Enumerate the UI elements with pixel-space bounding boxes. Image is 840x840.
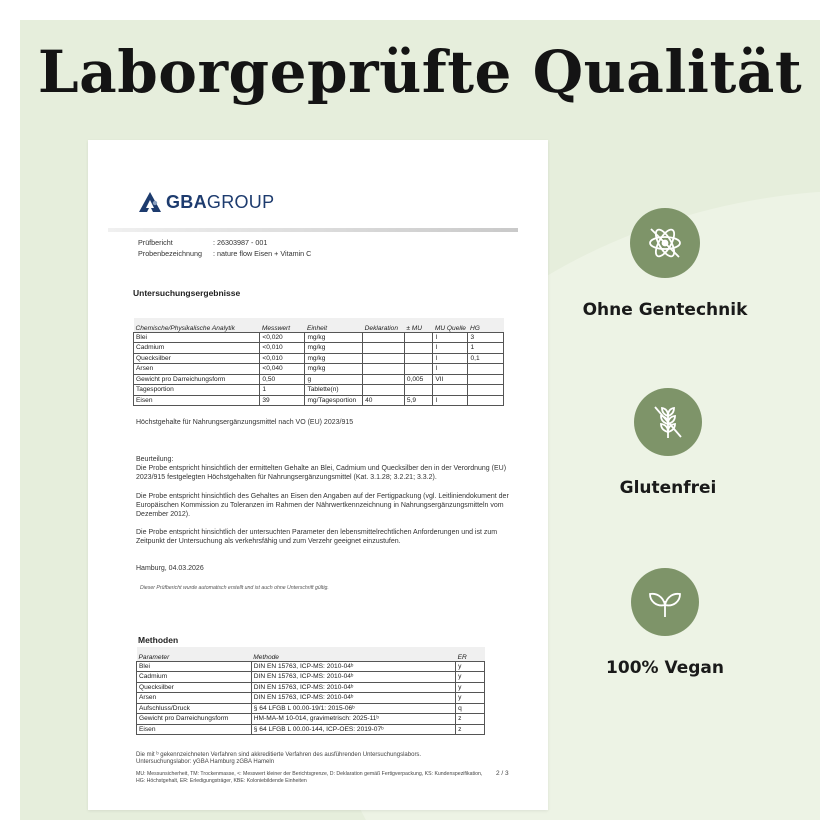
feature-no-gmo [555,208,775,320]
assessment-paragraph: Die Probe entspricht hinsichtlich des Gehaltes an Eisen den Angaben auf der Fertigpackung (vgl. Leitliniendokument der Europäischen Kommission zu Toleranzen im Rahmen der Nährwertkennzeichnung in Nahrungsergänzungsmitteln vom Dezember 2012). [136,493,509,518]
table-cell: Tablette(n) [305,385,363,396]
feature-vegan [555,568,775,678]
feature-label: Glutenfrei [619,478,717,498]
results-title: Untersuchungsergebnisse [133,288,241,298]
table-cell: 0,1 [468,353,504,364]
logo-gba-text: GBA [166,191,207,212]
report-number: Prüfbericht : 26303987 - 001 [138,238,268,247]
table-cell: I [433,395,468,406]
table-cell: mg/kg [305,353,363,364]
table-row [137,661,485,672]
table-cell [404,353,433,364]
table-cell: Arsen [137,693,252,704]
table-cell: <0,010 [260,353,305,364]
table-cell [363,374,405,385]
table-row [134,364,504,375]
table-cell: <0,040 [260,364,305,375]
table-row [134,374,504,385]
feature-gluten-free [558,388,778,498]
page-number: 2 / 3 [496,770,509,777]
no-gmo-icon [630,208,700,278]
table-cell: § 64 LFGB L 00.00-144, ICP-OES: 2019-07ᵇ [251,724,455,735]
table-cell: q [456,703,485,714]
feature-label: 100% Vegan [606,658,724,678]
table-cell: z [456,714,485,725]
table-cell [433,385,468,396]
table-cell: y [456,672,485,683]
table-row [137,703,485,714]
table-cell [363,343,405,354]
table-cell: Blei [134,332,260,343]
table-cell [404,343,433,354]
footnote-accredited: Die mit ᵇ gekennzeichneten Verfahren sind akkreditierte Verfahren des ausführenden Untersuchungslabors. [136,752,422,758]
table-cell: Gewicht pro Darreichungsform [134,374,260,385]
table-cell: z [456,724,485,735]
table-cell: Cadmium [137,672,252,683]
assessment-paragraph: Die Probe entspricht hinsichtlich der untersuchten Parameter den lebensmittelrechtlichen Anforderungen und ist zum Zeitpunkt der Untersuchung als verkehrsfähig und zum Verzehr geeignet einzustufen. [136,529,498,545]
table-row [137,693,485,704]
table-cell: y [456,693,485,704]
table-cell: Arsen [134,364,260,375]
table-cell: mg/kg [305,364,363,375]
no-gluten-icon [634,388,702,456]
table-cell: I [433,353,468,364]
logo-group-text: GROUP [206,191,275,212]
gba-logo-icon [138,191,162,213]
table-cell [468,364,504,375]
vegan-leaf-icon [631,568,699,636]
sample-name: Probenbezeichnung : nature flow Eisen + Vitamin C [138,249,312,258]
table-cell: mg/kg [305,343,363,354]
gba-group-logo [138,190,274,214]
methods-title: Methoden [138,635,179,645]
column-header: Deklaration [363,318,405,332]
table-cell: I [433,364,468,375]
table-cell: Cadmium [134,343,260,354]
column-header: Methode [251,647,455,661]
table-cell: <0,020 [260,332,305,343]
column-header: Parameter [137,647,252,661]
table-cell [404,332,433,343]
table-cell: mg/Tagesportion [305,395,363,406]
feature-label: Ohne Gentechnik [582,300,748,320]
assessment-paragraph: Die Probe entspricht hinsichtlich der ermittelten Gehalte an Blei, Cadmium und Quecksilber den in der Verordnung (EU) 2023/915 festgelegten Höchstgehalten für Nahrungsergänzungsmittel (Kat. 3.1.28; 3.2.21; 3.3.2). [136,465,507,481]
table-cell: 1 [468,343,504,354]
table-row [134,332,504,343]
table-cell: 0,50 [260,374,305,385]
table-cell: Tagesportion [134,385,260,396]
column-header: MU Quelle [433,318,468,332]
table-cell: g [305,374,363,385]
table-row [137,682,485,693]
table-cell [363,353,405,364]
table-cell [363,385,405,396]
table-cell [363,364,405,375]
table-cell: Aufschluss/Druck [137,703,252,714]
table-cell: y [456,682,485,693]
table-cell [363,332,405,343]
table-cell: Gewicht pro Darreichungsform [137,714,252,725]
table-row [134,353,504,364]
table-row [137,672,485,683]
table-cell: y [456,661,485,672]
footnote-abbreviations: MU: Messunsicherheit, TM: Trockenmasse, <: Messwert kleiner der Berichtsgrenze, D: Deklaration gemäß Fertigverpackung, KS: Kundenspezifikation, HG: Höchstgehalt, ER: Erledigungsträger, KBE: Koloniebildende Einheiten [136,771,483,784]
lab-report-document [88,140,548,810]
column-header: HG [468,318,504,332]
table-cell: DIN EN 15763, ICP-MS: 2010-04ᵇ [251,682,455,693]
place-date: Hamburg, 04.03.2026 [136,565,204,572]
column-header: Messwert [260,318,305,332]
table-cell: I [433,343,468,354]
table-cell: VII [433,374,468,385]
table-cell: Eisen [134,395,260,406]
table-cell: mg/kg [305,332,363,343]
table-cell [404,364,433,375]
table-cell [404,385,433,396]
table-cell: Quecksilber [134,353,260,364]
table-cell: 39 [260,395,305,406]
table-row [134,385,504,396]
column-header: ± MU [404,318,433,332]
table-cell: DIN EN 15763, ICP-MS: 2010-04ᵇ [251,672,455,683]
results-table [133,318,504,406]
table-cell: 3 [468,332,504,343]
table-row [134,395,504,406]
max-levels-note: Höchstgehalte für Nahrungsergänzungsmittel nach VO (EU) 2023/915 [136,419,354,426]
column-header: ER [456,647,485,661]
table-cell: 40 [363,395,405,406]
column-header: Einheit [305,318,363,332]
table-cell: <0,010 [260,343,305,354]
table-row [134,343,504,354]
table-cell: 1 [260,385,305,396]
table-cell: Blei [137,661,252,672]
table-cell [468,395,504,406]
table-cell: § 64 LFGB L 00.00-19/1: 2015-06ᵇ [251,703,455,714]
table-cell: Eisen [137,724,252,735]
table-cell [468,385,504,396]
table-row [137,724,485,735]
column-header: Chemische/Physikalische Analytik [134,318,260,332]
table-cell: DIN EN 15763, ICP-MS: 2010-04ᵇ [251,661,455,672]
table-cell: Quecksilber [137,682,252,693]
auto-note: Dieser Prüfbericht wurde automatisch erstellt und ist auch ohne Unterschrift gültig. [140,585,329,591]
table-cell: 0,005 [404,374,433,385]
header-bar [108,228,518,232]
table-cell: HM-MA-M 10-014, gravimetrisch: 2025-11ᵇ [251,714,455,725]
table-cell: I [433,332,468,343]
headline: Laborgeprüfte Qualität [37,38,803,106]
methods-table [136,647,485,735]
assessment-label: Beurteilung: [136,456,174,463]
table-cell [468,374,504,385]
table-cell: DIN EN 15763, ICP-MS: 2010-04ᵇ [251,693,455,704]
table-cell: 5,9 [404,395,433,406]
table-row [137,714,485,725]
footnote-lab: Untersuchungslabor: yGBA Hamburg zGBA Hameln [136,759,275,765]
